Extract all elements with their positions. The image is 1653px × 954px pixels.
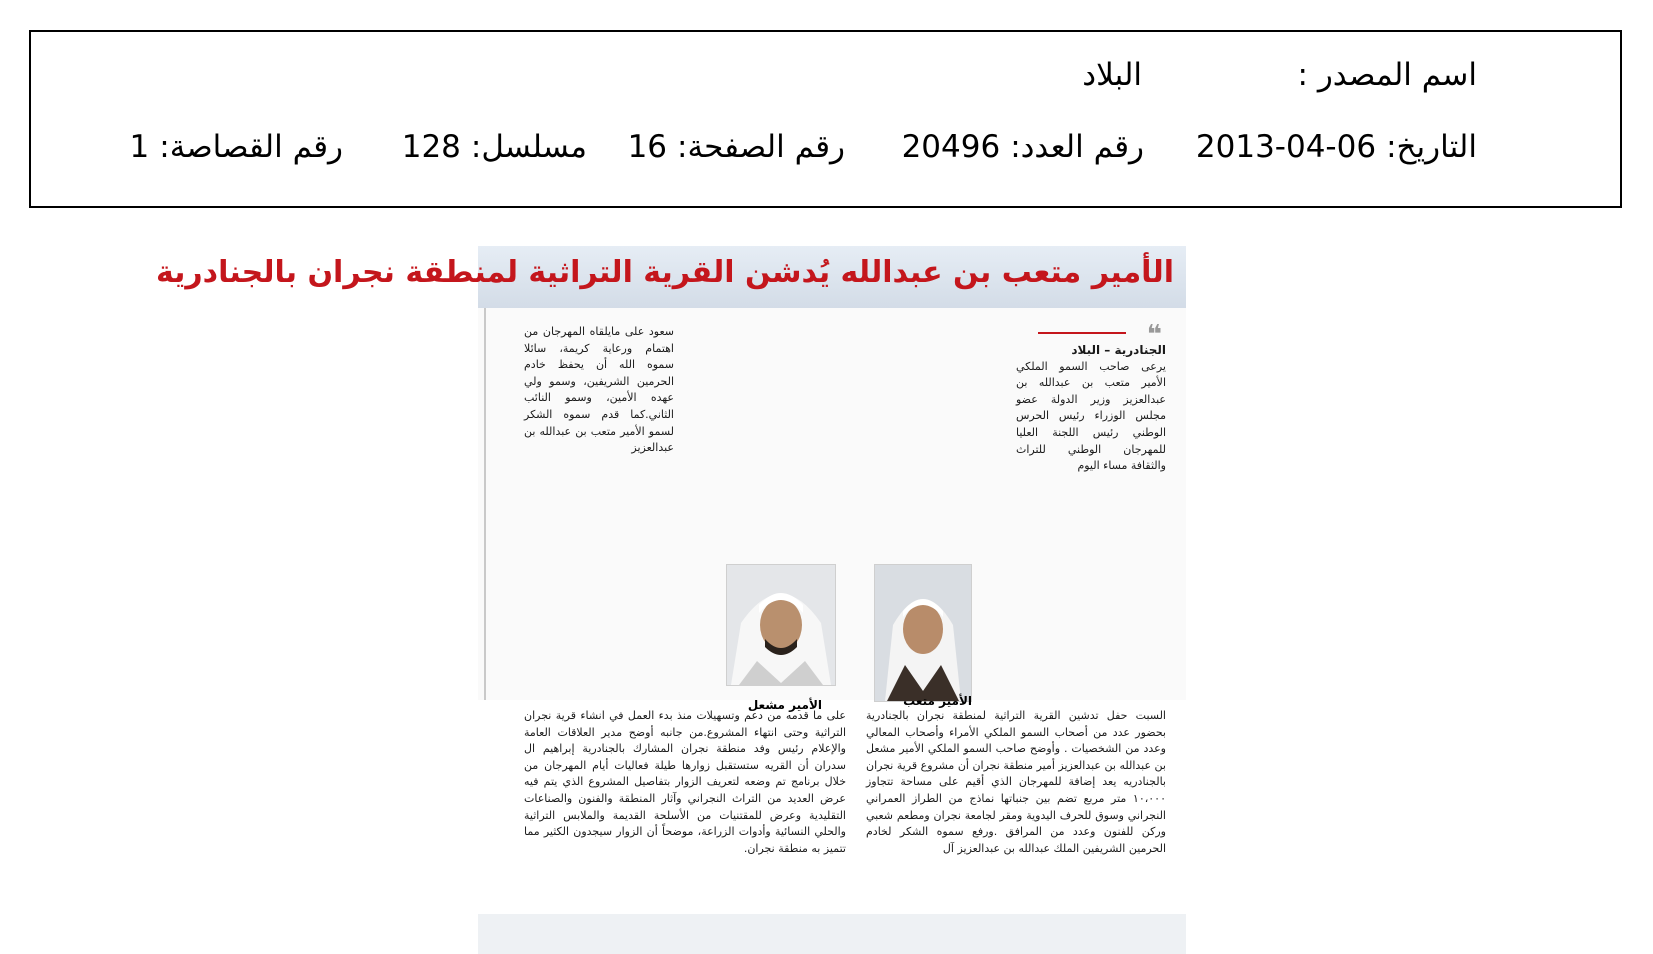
caption-mishaal: الأمير مشعل <box>747 698 822 712</box>
date-label: التاريخ: <box>1386 129 1477 165</box>
article-column-left-top <box>524 324 674 457</box>
article-text: سعود على مايلقاه المهرجان من اهتمام ورعاية كريمة، سائلا سموه الله أن يحفظ خادم الحرمين الشريفين، وسمو ولي عهده الأمين، وسمو النائب الثاني.كما قدم سموه الشكر لسمو الأمير متعب بن عبدالله بن عبدالعزيز <box>524 325 674 455</box>
date-field <box>1196 129 1477 165</box>
source-value: البلاد <box>1082 57 1142 93</box>
article-dateline: الجنادرية – البلاد <box>1071 343 1166 357</box>
divider-rule <box>1038 332 1126 334</box>
issue-value: 20496 <box>901 129 1001 165</box>
article-column-left-bottom <box>524 708 846 857</box>
article-column-right-top <box>1016 342 1166 475</box>
caption-miteb: الأمير متعب <box>903 694 972 708</box>
clip-field <box>130 129 343 165</box>
article-text: على ما قدمه من دعم وتسهيلات منذ بدء العمل في انشاء قرية نجران التراثية وحتى انتهاء المشروع.من جانبه أوضح مدير العلاقات العامة والإعلام رئيس وفد منطقة نجران المشارك بالجنادرية إبراهيم ال سدران أن القريه ستستقبل زوارها طيلة فعاليات أيام المهرجان من خلال برنامج تم وضعه لتعريف الزوار بتفاصيل المشروع الذي يتم فيه عرض العديد من التراث النجراني وآثار المنطقة والفنون والصناعات التقليدية وعرض للمقتنيات من الأسلحة القديمة والملابس التراثية والحلي النسائية وأدوات الزراعة، موضحاً أن الزوار سيجدون الكثير مما تتميز به منطقة نجران. <box>524 709 846 855</box>
serial-field <box>402 129 587 165</box>
newspaper-clipping <box>155 246 1186 855</box>
source-label: اسم المصدر : <box>1297 57 1477 93</box>
article-text: يرعى صاحب السمو الملكي الأمير متعب بن عبدالله بن عبدالعزيز وزير الدولة عضو مجلس الوزراء رئيس الحرس الوطني رئيس اللجنة العليا للمهرجان الوطني للتراث والثقافة مساء اليوم <box>1016 359 1166 473</box>
portrait-prince-miteb <box>874 564 972 702</box>
date-value: 2013-04-06 <box>1195 129 1377 165</box>
page-field <box>628 129 845 165</box>
clipping-bottom-strip <box>478 914 1186 954</box>
issue-label: رقم العدد: <box>1010 129 1144 165</box>
portrait-prince-mishaal <box>726 564 836 686</box>
article-text: السبت حفل تدشين القرية التراثية لمنطقة نجران بالجنادرية بحضور عدد من أصحاب السمو الملكي الأمراء وأصحاب المعالي وعدد من الشخصيات . وأوضح صاحب السمو الملكي الأمير مشعل بن عبدالله بن عبدالعزيز أمير منطقة نجران أن مشروع قرية نجران بالجنادريه يعد إضافة للمهرجان الذي أقيم على مساحة تتجاوز ١٠،٠٠٠ متر مربع تضم بين جنباتها نماذج من الطراز العمراني النجراني وسوق للحرف اليدوية ومقر لجامعة نجران ومطعم شعبي وركن للفنون وعدد من المرافق .ورفع سموه الشكر لخادم الحرمين الشريفين الملك عبدالله بن عبدالعزيز آل <box>866 709 1166 855</box>
page-label: رقم الصفحة: <box>677 129 845 165</box>
serial-label: مسلسل: <box>470 129 587 165</box>
quote-icon: ❝ <box>1146 320 1162 350</box>
article-column-right-bottom <box>866 708 1166 857</box>
source-info-box <box>29 30 1622 208</box>
column-divider <box>484 308 486 700</box>
clip-label: رقم القصاصة: <box>159 129 343 165</box>
clip-value: 1 <box>129 129 150 165</box>
page-value: 16 <box>627 129 668 165</box>
issue-field <box>902 129 1144 165</box>
article-headline: الأمير متعب بن عبدالله يُدشن القرية التراثية لمنطقة نجران بالجنادرية <box>155 255 1174 290</box>
serial-value: 128 <box>401 129 461 165</box>
